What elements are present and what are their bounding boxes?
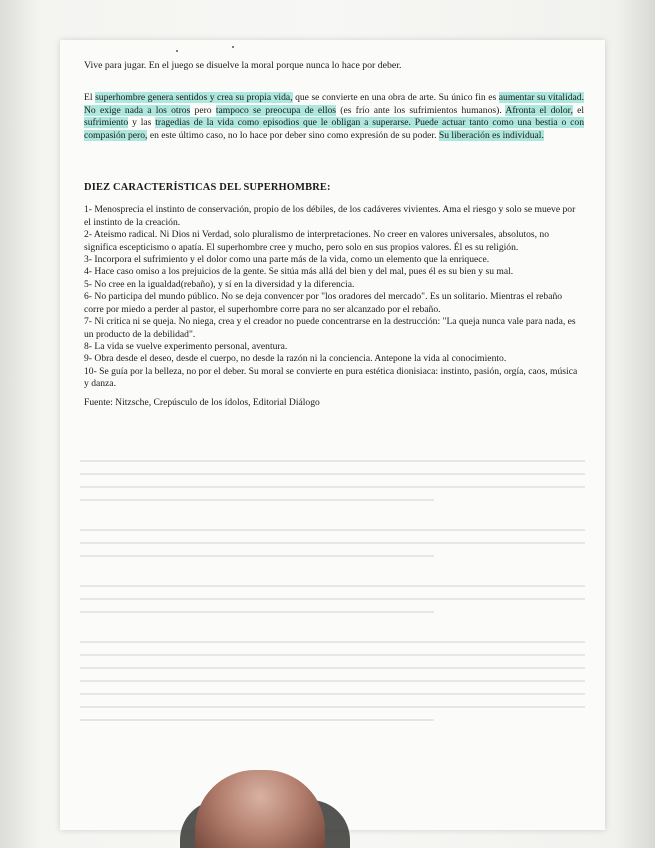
text-run: que se convierte en una obra de arte. Su único fin es [292,92,499,104]
source-citation: Fuente: Nitzsche, Crepúsculo de los ídolos, Editorial Diálogo [84,396,320,408]
document-body [84,60,584,419]
list-item: 6- No participa del mundo público. No se deja convencer por "los oradores del mercado". Es un solitario. Mientras el rebaño corre por miedo a perder al pastor, el superhombre corre para no ser alcanzado por el rebaño. [84,291,563,315]
highlight: sufrimiento [84,117,129,129]
highlighted-paragraph [84,92,584,142]
list-item: 5- No cree en la igualdad(rebaño), y sí en la diversidad y la diferencia. [84,278,355,290]
bleed-through-text [80,460,585,790]
list-item: 3- Incorpora el sufrimiento y el dolor como una parte más de la vida, como un elemento que la enriquece. [84,254,490,266]
characteristics-list [84,204,584,390]
text-run: el [572,104,585,116]
text-run: (es frío ante los sufrimientos humanos). [336,104,506,116]
highlight: tragedias de la vida como episodios que le obligan a superarse. Puede actuar tanto como una bestia o con compasión pero, [84,117,584,141]
paper-sheet [60,40,605,830]
highlight: superhombre genera sentidos y crea su propia vida, [95,92,293,104]
highlight: Su liberación es individual. [438,129,544,141]
list-item: 2- Ateismo radical. Ni Dios ni Verdad, solo pluralismo de interpretaciones. No creer en valores universales, absolutos, no significa escepticismo o apatía. El superhombre cree y mucho, pero solo en sus propios valores. Él es su religión. [84,229,550,253]
list-item: 4- Hace caso omiso a los prejuicios de la gente. Se sitúa más allá del bien y del mal, pues él es su bien y su mal. [84,266,514,278]
highlight: Afronta el dolor, [505,104,573,116]
highlight: aumentar su vitalidad. No exige nada a los otros [84,92,584,116]
highlight: tampoco se preocupa de ellos [215,104,337,116]
text-run: El [84,92,96,104]
list-item: 8- La vida se vuelve experimento personal, aventura. [84,340,288,352]
speck [232,46,234,48]
list-item: 7- Ni critica ni se queja. No niega, crea y el creador no puede concentrarse en la destrucción: "La queja nunca vale para nada, es un producto de la debilidad". [84,316,576,340]
intro-line: Vive para jugar. En el juego se disuelve la moral porque nunca lo hace por deber. [84,60,402,71]
list-item: 9- Obra desde el deseo, desde el cuerpo, no desde la razón ni la conciencia. Antepone la vida al conocimiento. [84,353,507,365]
list-item: 10- Se guía por la belleza, no por el deber. Su moral se convierte en pura estética dionisiaca: instinto, pasión, orgía, caos, música y danza. [84,365,578,390]
text-run: pero [190,104,216,116]
text-run: y las [128,117,156,129]
text-run: en este último caso, no lo hace por deber sino como expresión de su poder. [147,129,439,141]
speck [176,50,178,52]
list-item: 1- Menosprecia el instinto de conservación, propio de los débiles, de los cadáveres vivientes. Ama el riesgo y solo se mueve por el instinto de la creación. [84,204,576,228]
section-heading: DIEZ CARACTERÍSTICAS DEL SUPERHOMBRE: [84,182,331,194]
